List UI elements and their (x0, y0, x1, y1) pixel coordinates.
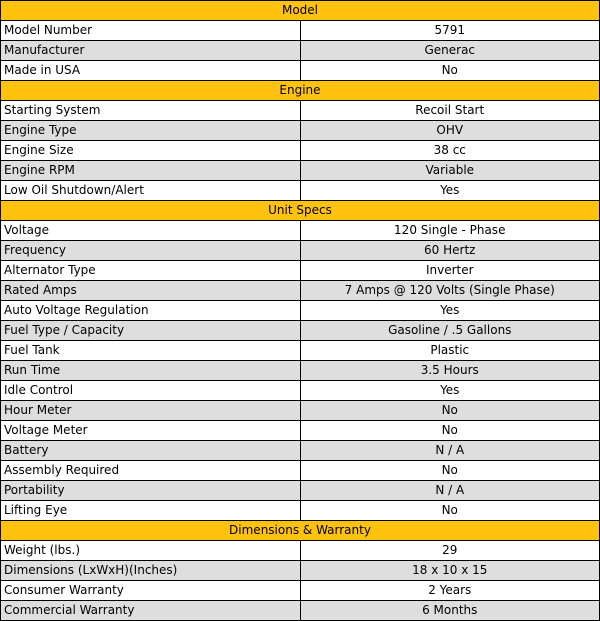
spec-label: Assembly Required (1, 461, 301, 481)
spec-value: 3.5 Hours (300, 361, 600, 381)
spec-value: OHV (300, 121, 600, 141)
section-title: Engine (1, 81, 600, 101)
spec-value: No (300, 421, 600, 441)
spec-label: Engine RPM (1, 161, 301, 181)
spec-value: 2 Years (300, 581, 600, 601)
spec-row (1, 61, 600, 81)
section-header (1, 1, 600, 21)
spec-label: Rated Amps (1, 281, 301, 301)
spec-value: 60 Hertz (300, 241, 600, 261)
spec-value: Inverter (300, 261, 600, 281)
spec-row (1, 481, 600, 501)
spec-label: Model Number (1, 21, 301, 41)
spec-value: Gasoline / .5 Gallons (300, 321, 600, 341)
spec-row (1, 101, 600, 121)
spec-value: 5791 (300, 21, 600, 41)
spec-row (1, 361, 600, 381)
spec-label: Engine Size (1, 141, 301, 161)
section-header (1, 201, 600, 221)
spec-value: Recoil Start (300, 101, 600, 121)
section-header (1, 81, 600, 101)
spec-row (1, 241, 600, 261)
spec-label: Alternator Type (1, 261, 301, 281)
spec-value: 38 cc (300, 141, 600, 161)
spec-row (1, 561, 600, 581)
spec-row (1, 401, 600, 421)
spec-label: Engine Type (1, 121, 301, 141)
spec-value: 18 x 10 x 15 (300, 561, 600, 581)
spec-row (1, 441, 600, 461)
spec-row (1, 581, 600, 601)
spec-value: N / A (300, 481, 600, 501)
spec-label: Fuel Type / Capacity (1, 321, 301, 341)
spec-label: Portability (1, 481, 301, 501)
spec-label: Weight (lbs.) (1, 541, 301, 561)
spec-table-body (1, 1, 600, 621)
section-title: Dimensions & Warranty (1, 521, 600, 541)
spec-value: Variable (300, 161, 600, 181)
spec-label: Run Time (1, 361, 301, 381)
spec-label: Manufacturer (1, 41, 301, 61)
spec-label: Hour Meter (1, 401, 301, 421)
spec-label: Voltage (1, 221, 301, 241)
spec-label: Fuel Tank (1, 341, 301, 361)
spec-label: Frequency (1, 241, 301, 261)
spec-value: No (300, 461, 600, 481)
spec-label: Dimensions (LxWxH)(Inches) (1, 561, 301, 581)
section-header (1, 521, 600, 541)
spec-value: No (300, 501, 600, 521)
section-title: Unit Specs (1, 201, 600, 221)
spec-label: Idle Control (1, 381, 301, 401)
spec-row (1, 261, 600, 281)
spec-row (1, 421, 600, 441)
spec-value: No (300, 401, 600, 421)
spec-row (1, 601, 600, 621)
spec-row (1, 141, 600, 161)
spec-label: Made in USA (1, 61, 301, 81)
spec-row (1, 221, 600, 241)
spec-row (1, 281, 600, 301)
spec-value: 29 (300, 541, 600, 561)
spec-row (1, 121, 600, 141)
spec-label: Voltage Meter (1, 421, 301, 441)
spec-label: Auto Voltage Regulation (1, 301, 301, 321)
spec-row (1, 381, 600, 401)
spec-row (1, 41, 600, 61)
spec-label: Starting System (1, 101, 301, 121)
spec-value: Yes (300, 301, 600, 321)
spec-label: Commercial Warranty (1, 601, 301, 621)
spec-label: Low Oil Shutdown/Alert (1, 181, 301, 201)
spec-row (1, 161, 600, 181)
spec-label: Battery (1, 441, 301, 461)
spec-value: N / A (300, 441, 600, 461)
spec-value: Yes (300, 181, 600, 201)
spec-row (1, 541, 600, 561)
spec-row (1, 321, 600, 341)
spec-row (1, 301, 600, 321)
spec-label: Lifting Eye (1, 501, 301, 521)
spec-value: No (300, 61, 600, 81)
spec-value: 7 Amps @ 120 Volts (Single Phase) (300, 281, 600, 301)
spec-row (1, 501, 600, 521)
spec-value: 120 Single - Phase (300, 221, 600, 241)
spec-row (1, 341, 600, 361)
spec-row (1, 181, 600, 201)
section-title: Model (1, 1, 600, 21)
spec-row (1, 21, 600, 41)
spec-row (1, 461, 600, 481)
spec-value: 6 Months (300, 601, 600, 621)
spec-value: Yes (300, 381, 600, 401)
spec-value: Generac (300, 41, 600, 61)
spec-value: Plastic (300, 341, 600, 361)
spec-label: Consumer Warranty (1, 581, 301, 601)
